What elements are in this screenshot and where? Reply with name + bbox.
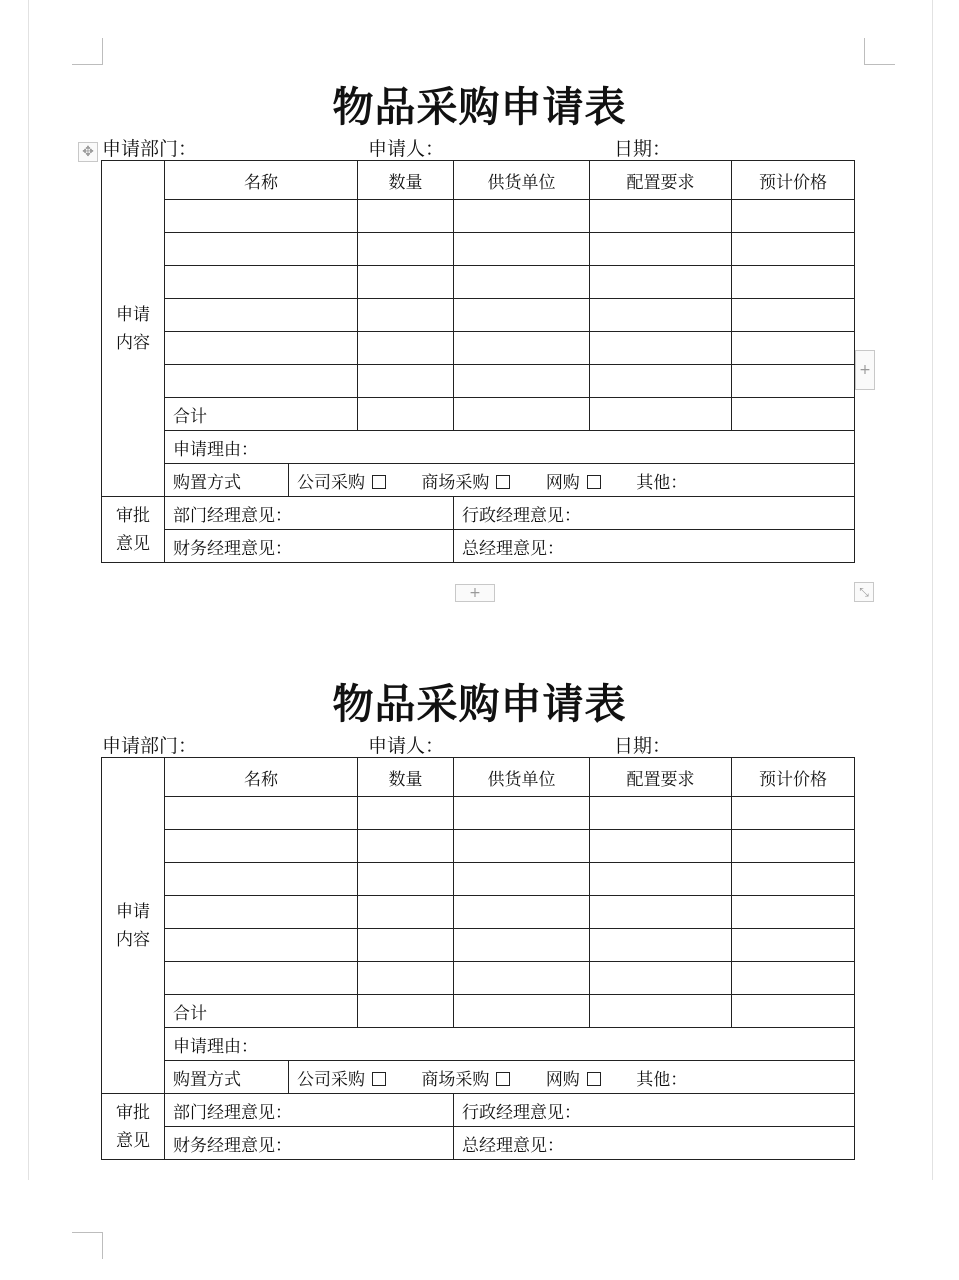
section-approve-label: 审批 意见 [102,1094,165,1160]
total-row [102,398,855,431]
table-row [102,896,855,929]
reason-row [102,431,855,464]
table-row [102,962,855,995]
dept-label: 申请部门： [102,735,198,757]
checkbox-icon[interactable] [587,1072,601,1086]
crop-mark-bottom-left [72,1232,103,1259]
applicant-label: 申请人： [368,735,445,757]
dept-manager-opinion[interactable]: 部门经理意见： [165,1094,454,1127]
checkbox-icon[interactable] [496,475,510,489]
table-row [102,266,855,299]
finance-manager-opinion[interactable]: 财务经理意见： [165,1127,454,1160]
col-header-spec: 配置要求 [590,758,732,797]
reason-row [102,1028,855,1061]
reason-label[interactable]: 申请理由： [165,1028,855,1061]
col-header-supplier: 供货单位 [454,161,590,200]
admin-manager-opinion[interactable]: 行政经理意见： [454,1094,855,1127]
col-header-price: 预计价格 [732,161,855,200]
purchase-method-row [102,464,855,497]
option-company[interactable]: 公司采购 [297,1070,386,1090]
finance-manager-opinion[interactable]: 财务经理意见： [165,530,454,563]
crop-mark-top-left [72,38,103,65]
form-title: 物品采购申请表 [332,680,627,728]
table-row [102,365,855,398]
checkbox-icon[interactable] [587,475,601,489]
approval-row [102,1127,855,1160]
col-header-qty: 数量 [358,758,454,797]
table-row [102,200,855,233]
table-row [102,233,855,266]
move-icon[interactable]: ✥ [78,142,98,162]
col-header-supplier: 供货单位 [454,758,590,797]
date-label: 日期： [614,735,672,757]
checkbox-icon[interactable] [496,1072,510,1086]
applicant-label: 申请人： [368,138,445,160]
add-column-icon[interactable]: + [855,350,875,390]
option-mall[interactable]: 商场采购 [421,1070,510,1090]
purchase-method-options [289,1061,855,1094]
dept-manager-opinion[interactable]: 部门经理意见： [165,497,454,530]
table-row [102,332,855,365]
admin-manager-opinion[interactable]: 行政经理意见： [454,497,855,530]
approval-row [102,497,855,530]
option-other[interactable]: 其他： [636,472,688,493]
section-apply-label: 申请 内容 [102,758,165,1094]
date-label: 日期： [614,138,672,160]
option-online[interactable]: 网购 [546,473,601,493]
purchase-method-label: 购置方式 [165,1061,289,1094]
table-row [102,863,855,896]
reason-label[interactable]: 申请理由： [165,431,855,464]
col-header-price: 预计价格 [732,758,855,797]
add-row-icon[interactable]: + [455,584,495,602]
option-other[interactable]: 其他： [636,1069,688,1090]
total-label: 合计 [165,398,358,431]
table-row [102,299,855,332]
total-label: 合计 [165,995,358,1028]
resize-icon[interactable]: ⤡ [854,582,874,602]
col-header-name: 名称 [165,758,358,797]
purchase-table [101,160,855,563]
table-row [102,797,855,830]
option-online[interactable]: 网购 [546,1070,601,1090]
col-header-name: 名称 [165,161,358,200]
purchase-method-label: 购置方式 [165,464,289,497]
general-manager-opinion[interactable]: 总经理意见： [454,1127,855,1160]
table-row [102,929,855,962]
option-mall[interactable]: 商场采购 [421,473,510,493]
crop-mark-top-right [864,38,895,65]
dept-label: 申请部门： [102,138,198,160]
option-company[interactable]: 公司采购 [297,473,386,493]
section-apply-label: 申请 内容 [102,161,165,497]
approval-row [102,530,855,563]
col-header-spec: 配置要求 [590,161,732,200]
form-title: 物品采购申请表 [332,83,627,131]
purchase-method-row [102,1061,855,1094]
table-row [102,830,855,863]
col-header-qty: 数量 [358,161,454,200]
total-row [102,995,855,1028]
general-manager-opinion[interactable]: 总经理意见： [454,530,855,563]
checkbox-icon[interactable] [372,1072,386,1086]
approval-row [102,1094,855,1127]
checkbox-icon[interactable] [372,475,386,489]
section-approve-label: 审批 意见 [102,497,165,563]
purchase-method-options [289,464,855,497]
purchase-table [101,757,855,1160]
